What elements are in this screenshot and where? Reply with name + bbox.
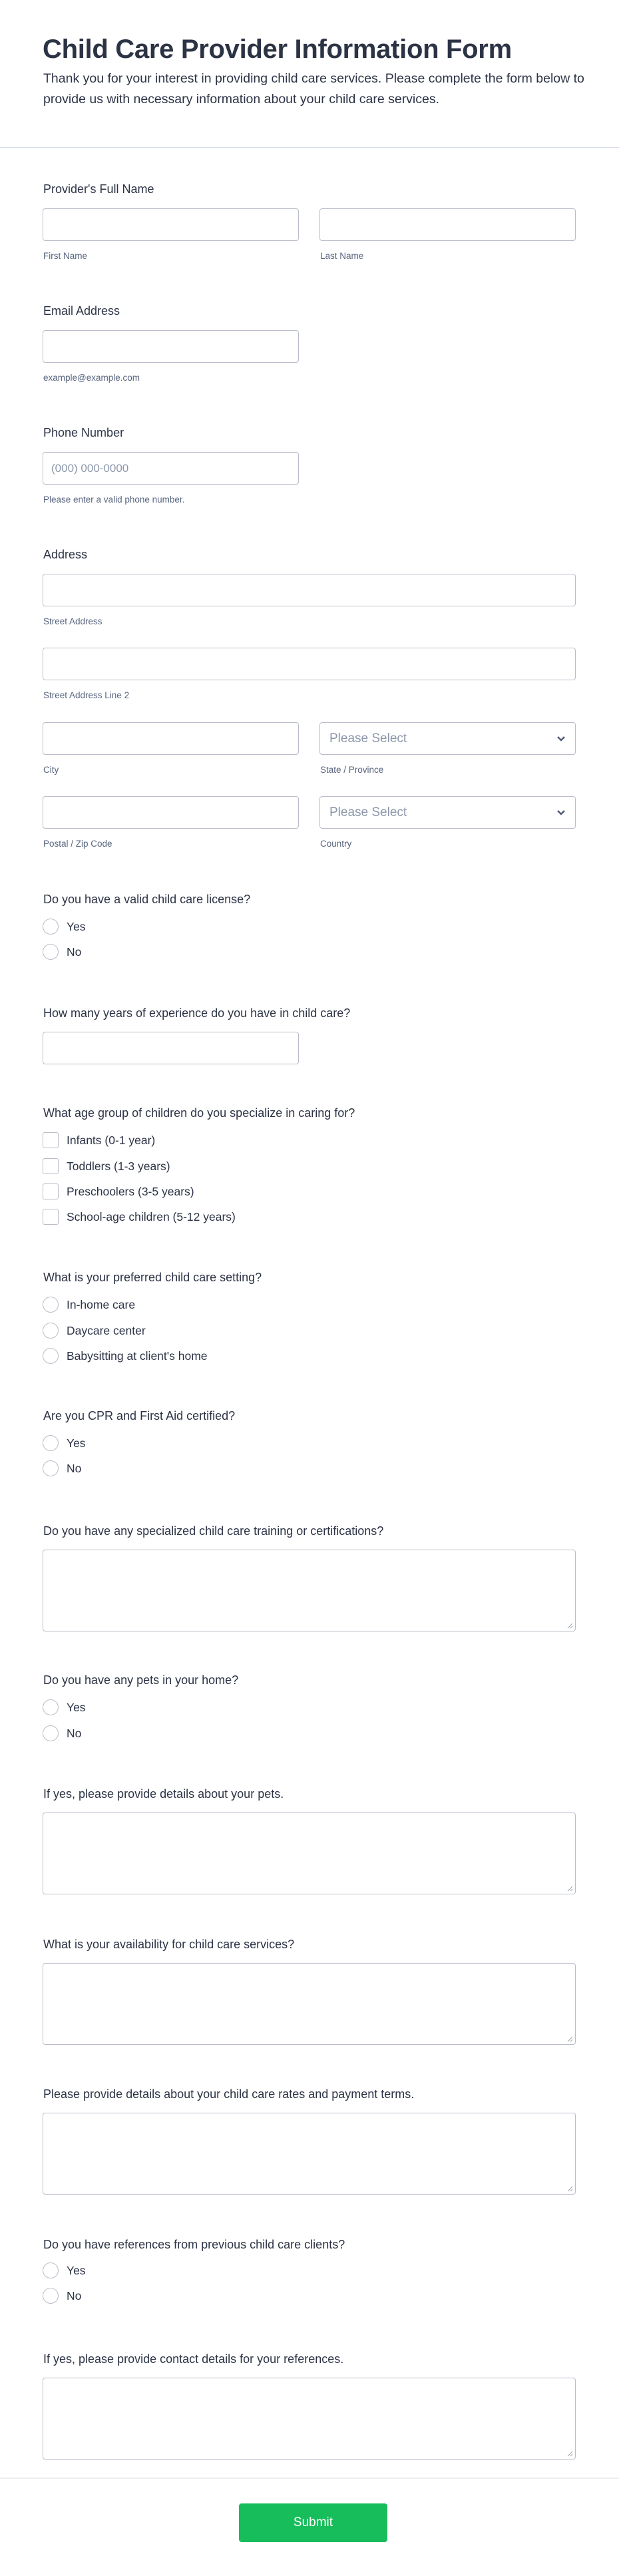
option-label: Yes <box>67 1436 86 1450</box>
rates-textarea[interactable] <box>43 2113 576 2195</box>
chevron-down-icon <box>556 809 566 816</box>
setting-option-daycare[interactable] <box>43 1322 146 1339</box>
checkbox[interactable] <box>43 1158 59 1174</box>
references-option-yes[interactable] <box>43 2262 86 2279</box>
setting-option-in-home[interactable] <box>43 1296 135 1313</box>
option-label: Babysitting at client's home <box>67 1349 208 1363</box>
city-sublabel: City <box>43 765 59 775</box>
pet-details-textarea[interactable] <box>43 1813 576 1894</box>
option-label: No <box>67 945 82 959</box>
first-name-input[interactable] <box>43 208 299 241</box>
age-group-label: What age group of children do you specialize in caring for? <box>43 1106 355 1120</box>
radio-button[interactable] <box>43 1460 59 1476</box>
form-header <box>0 0 619 148</box>
license-option-no[interactable] <box>43 943 81 961</box>
reference-contacts-label: If yes, please provide contact details for your references. <box>43 2352 344 2366</box>
training-label: Do you have any specialized child care training or certifications? <box>43 1524 384 1538</box>
availability-label: What is your availability for child care services? <box>43 1938 295 1951</box>
radio-button[interactable] <box>43 2288 59 2304</box>
last-name-sublabel: Last Name <box>320 251 364 261</box>
state-province-selected: Please Select <box>329 731 407 746</box>
radio-button[interactable] <box>43 919 59 935</box>
radio-button[interactable] <box>43 944 59 960</box>
license-option-yes[interactable] <box>43 918 86 935</box>
option-label: Infants (0-1 year) <box>67 1133 156 1147</box>
street-address-line2-input[interactable] <box>43 648 576 680</box>
age-option-infants[interactable] <box>43 1132 155 1149</box>
phone-sublabel: Please enter a valid phone number. <box>43 495 185 505</box>
checkbox[interactable] <box>43 1183 59 1199</box>
option-label: Yes <box>67 1700 86 1714</box>
training-textarea[interactable] <box>43 1550 576 1631</box>
phone-input[interactable] <box>43 452 299 485</box>
option-label: No <box>67 1726 82 1740</box>
setting-label: What is your preferred child care setting? <box>43 1271 262 1284</box>
references-label: Do you have references from previous child care clients? <box>43 2238 345 2251</box>
resize-grip-icon[interactable] <box>567 1623 573 1629</box>
footer-divider <box>0 2477 619 2479</box>
option-label: No <box>67 2288 82 2302</box>
radio-button[interactable] <box>43 2262 59 2278</box>
resize-grip-icon[interactable] <box>567 1886 573 1892</box>
age-option-school-age[interactable] <box>43 1208 236 1225</box>
resize-grip-icon[interactable] <box>567 2186 573 2192</box>
radio-button[interactable] <box>43 1323 59 1339</box>
first-name-sublabel: First Name <box>43 251 88 261</box>
last-name-input[interactable] <box>319 208 576 241</box>
full-name-label: Provider's Full Name <box>43 182 154 196</box>
radio-button[interactable] <box>43 1725 59 1741</box>
option-label: Daycare center <box>67 1323 146 1337</box>
option-label: Toddlers (1-3 years) <box>67 1159 170 1173</box>
state-province-select[interactable] <box>319 722 576 755</box>
email-input[interactable] <box>43 330 299 363</box>
pets-option-no[interactable] <box>43 1725 81 1742</box>
pets-label: Do you have any pets in your home? <box>43 1673 239 1687</box>
radio-button[interactable] <box>43 1699 59 1715</box>
cpr-label: Are you CPR and First Aid certified? <box>43 1409 236 1422</box>
radio-button[interactable] <box>43 1297 59 1313</box>
resize-grip-icon[interactable] <box>567 2036 573 2042</box>
address-label: Address <box>43 548 88 561</box>
country-select[interactable] <box>319 796 576 829</box>
chevron-down-icon <box>556 736 566 742</box>
option-label: Yes <box>67 919 86 933</box>
experience-input[interactable] <box>43 1032 299 1064</box>
radio-button[interactable] <box>43 1435 59 1451</box>
phone-label: Phone Number <box>43 426 124 439</box>
postal-code-sublabel: Postal / Zip Code <box>43 839 112 849</box>
street-address-line2-sublabel: Street Address Line 2 <box>43 690 130 700</box>
pet-details-label: If yes, please provide details about your pets. <box>43 1787 284 1801</box>
option-label: Yes <box>67 2263 86 2277</box>
cpr-option-no[interactable] <box>43 1460 81 1477</box>
email-sublabel: example@example.com <box>43 373 140 383</box>
option-label: Preschoolers (3-5 years) <box>67 1184 194 1198</box>
checkbox[interactable] <box>43 1209 59 1225</box>
street-address-input[interactable] <box>43 574 576 606</box>
city-input[interactable] <box>43 722 299 755</box>
availability-textarea[interactable] <box>43 1963 576 2045</box>
license-label: Do you have a valid child care license? <box>43 893 251 906</box>
option-label: School-age children (5-12 years) <box>67 1209 236 1223</box>
state-province-sublabel: State / Province <box>320 765 384 775</box>
age-option-preschoolers[interactable] <box>43 1183 194 1200</box>
form-description: Thank you for your interest in providing child care services. Please complete the form below to provide us with necessary information about your child care services. <box>43 71 584 107</box>
option-label: In-home care <box>67 1297 136 1311</box>
country-selected: Please Select <box>329 805 407 819</box>
option-label: No <box>67 1461 82 1475</box>
rates-label: Please provide details about your child care rates and payment terms. <box>43 2087 415 2101</box>
country-sublabel: Country <box>320 839 352 849</box>
cpr-option-yes[interactable] <box>43 1434 86 1452</box>
age-option-toddlers[interactable] <box>43 1158 170 1175</box>
postal-code-input[interactable] <box>43 796 299 829</box>
checkbox[interactable] <box>43 1132 59 1148</box>
experience-label: How many years of experience do you have in child care? <box>43 1006 351 1020</box>
street-address-sublabel: Street Address <box>43 616 103 626</box>
references-option-no[interactable] <box>43 2287 81 2304</box>
form-title: Child Care Provider Information Form <box>43 35 512 64</box>
email-label: Email Address <box>43 304 120 318</box>
radio-button[interactable] <box>43 1348 59 1364</box>
pets-option-yes[interactable] <box>43 1699 86 1716</box>
submit-button[interactable]: Submit <box>239 2503 387 2542</box>
setting-option-babysitting[interactable] <box>43 1347 208 1365</box>
reference-contacts-textarea[interactable] <box>43 2378 576 2460</box>
resize-grip-icon[interactable] <box>567 2451 573 2457</box>
